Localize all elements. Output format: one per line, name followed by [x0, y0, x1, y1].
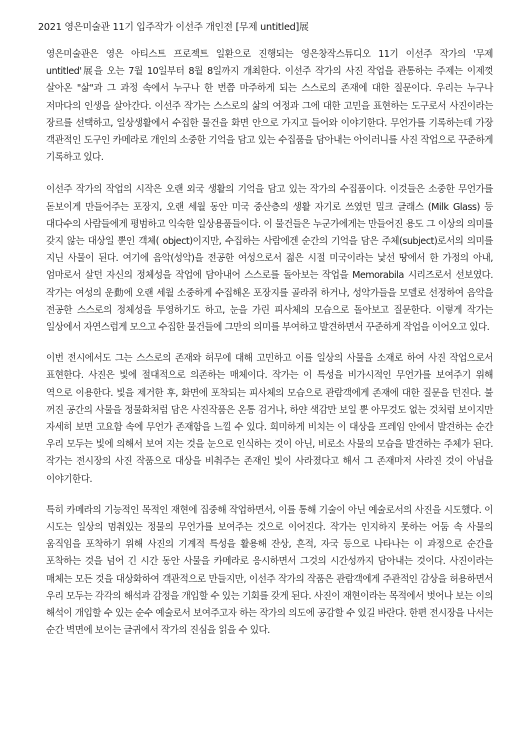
- paragraph-intro: 영은미술관은 영은 아티스트 프로젝트 일환으로 진행되는 영은창작스튜디오 11기 이선주 작가의 '무제 untitled'展을 오는 7월 10일부터 8월 8일까지 개최한다. 이선주 작가의 사진 작업을 관통하는 주제는 이제껏 살아온 "삶"과 그 과정 속에서 누구나 한 번쯤 마주하게 되는 스스로의 존재에 대한 질문이다. 우리는 누구나 저마다의 인생을 살아간다. 이선주 작가는 스스로의 삶의 여정과 그에 대한 고민을 표현하는 도구로서 사진이라는 장르를 선택하고, 일상생활에서 수집한 물건을 화면 안으로 가지고 들어와 이야기한다. 무언가를 기록하는데 가장 객관적인 도구인 카메라로 개인의 소중한 기억을 담고 있는 수집품을 담아내는 아이러니를 사진 작업으로 꾸준하게 기록하고 있다.: [46, 49, 493, 164]
- paragraph-camera: 특히 카메라의 기능적인 목적인 재현에 집중해 작업하면서, 이를 통해 기술이 아닌 예술로서의 사진을 시도했다. 이 시도는 일상의 멈춰있는 정물의 무언가를 보여주는 것으로 이어진다. 작가는 인지하지 못하는 어둠 속 사물의 움직임을 포착하기 위해 사진의 기계적 특성을 활용해 잔상, 흔적, 자국 등으로 나타나는 이 과정으로 순간을 포착하는 것을 넘어 긴 시간 동안 사물을 카메라로 응시하면서 그것의 시간성까지 담아내는 것이다. 사진이라는 매체는 모든 것을 대상화하여 객관적으로 만들지만, 이선주 작가의 작품은 관람객에게 주관적인 감상을 허용하면서 우리 모두는 각각의 해석과 감정을 개입할 수 있는 기회를 갖게 된다. 사진이 재현이라는 목적에서 벗어나 보는 이의 해석이 개입할 수 있는 순수 예술로서 보여주고자 하는 작가의 의도에 공감할 수 있길 바란다. 한편 전시장을 나서는 순간 벽면에 보이는 글귀에서 작가의 진심을 읽을 수 있다.: [46, 504, 493, 637]
- paragraph-light: 이번 전시에서도 그는 스스로의 존재와 허무에 대해 고민하고 이를 일상의 사물을 소재로 하여 사진 작업으로서 표현한다. 사진은 빛에 절대적으로 의존하는 매체이다. 작가는 이 특성을 비가시적인 무언가를 보여주기 위해 역으로 이용한다. 빛을 제거한 후, 화면에 포착되는 피사체의 모습으로 관람객에게 존재에 대한 질문을 던진다. 불 꺼진 공간의 사물을 정물화처럼 담은 사진작품은 온통 검거나, 하얀 색감만 보일 뿐 아무것도 없는 것처럼 보이지만 자세히 보면 고요함 속에 무언가 존재함을 느낄 수 있다. 희미하게 비치는 이 대상을 프레임 안에서 발견하는 순간 우리 모두는 빛에 의해서 보여 지는 것을 눈으로 인식하는 것이 아닌, 비로소 사물의 모습을 발견하는 주체가 된다. 작가는 전시장의 사진 작품으로 대상을 비춰주는 존재인 빛이 사라졌다고 해서 그 존재마저 사라진 것이 아님을 이야기한다.: [46, 353, 493, 485]
- paragraph-collection: 이선주 작가의 작업의 시작은 오랜 외국 생활의 기억을 담고 있는 작가의 수집품이다. 이것들은 소중한 무언가를 돋보이게 만들어주는 포장지, 오랜 세월 동안 미국 중산층의 생활 자기로 쓰였던 밀크 글래스 (Milk Glass) 등 대다수의 사람들에게 평범하고 익숙한 일상용품들이다. 이 물건들은 누군가에게는 만들어진 용도 그 이상의 의미를 갖지 않는 대상일 뿐인 객체( object)이지만, 수집하는 사람에겐 순간의 기억을 담은 주체(subject)로서의 의미를 지닌 사물이 된다. 여기에 음악(성악)을 전공한 여성으로서 젊은 시절 미국이라는 낯선 땅에서 한 가정의 아내, 엄마로서 살던 자신의 정체성을 작업에 담아내어 스스로를 돌아보는 작업을 Memorabila 시리즈로서 선보였다. 작가는 여성의 운動에 오랜 세월 소중하게 수집해온 포장지를 골라쥐 하거나, 성악가들을 모델로 선정하여 음악을 전공한 스스로의 정체성을 투영하기도 하고, 눈을 가린 피사체의 모습으로 돌아보고 질문한다. 이렇게 작가는 일상에서 자연스럽게 모으고 수집한 물건들에 그만의 의미를 부여하고 발견하면서 꾸준하게 작업을 이어오고 있다.: [46, 184, 493, 334]
- document-title: 2021 영은미술관 11기 입주작가 이선주 개인전 [무제 untitled]展: [38, 22, 309, 33]
